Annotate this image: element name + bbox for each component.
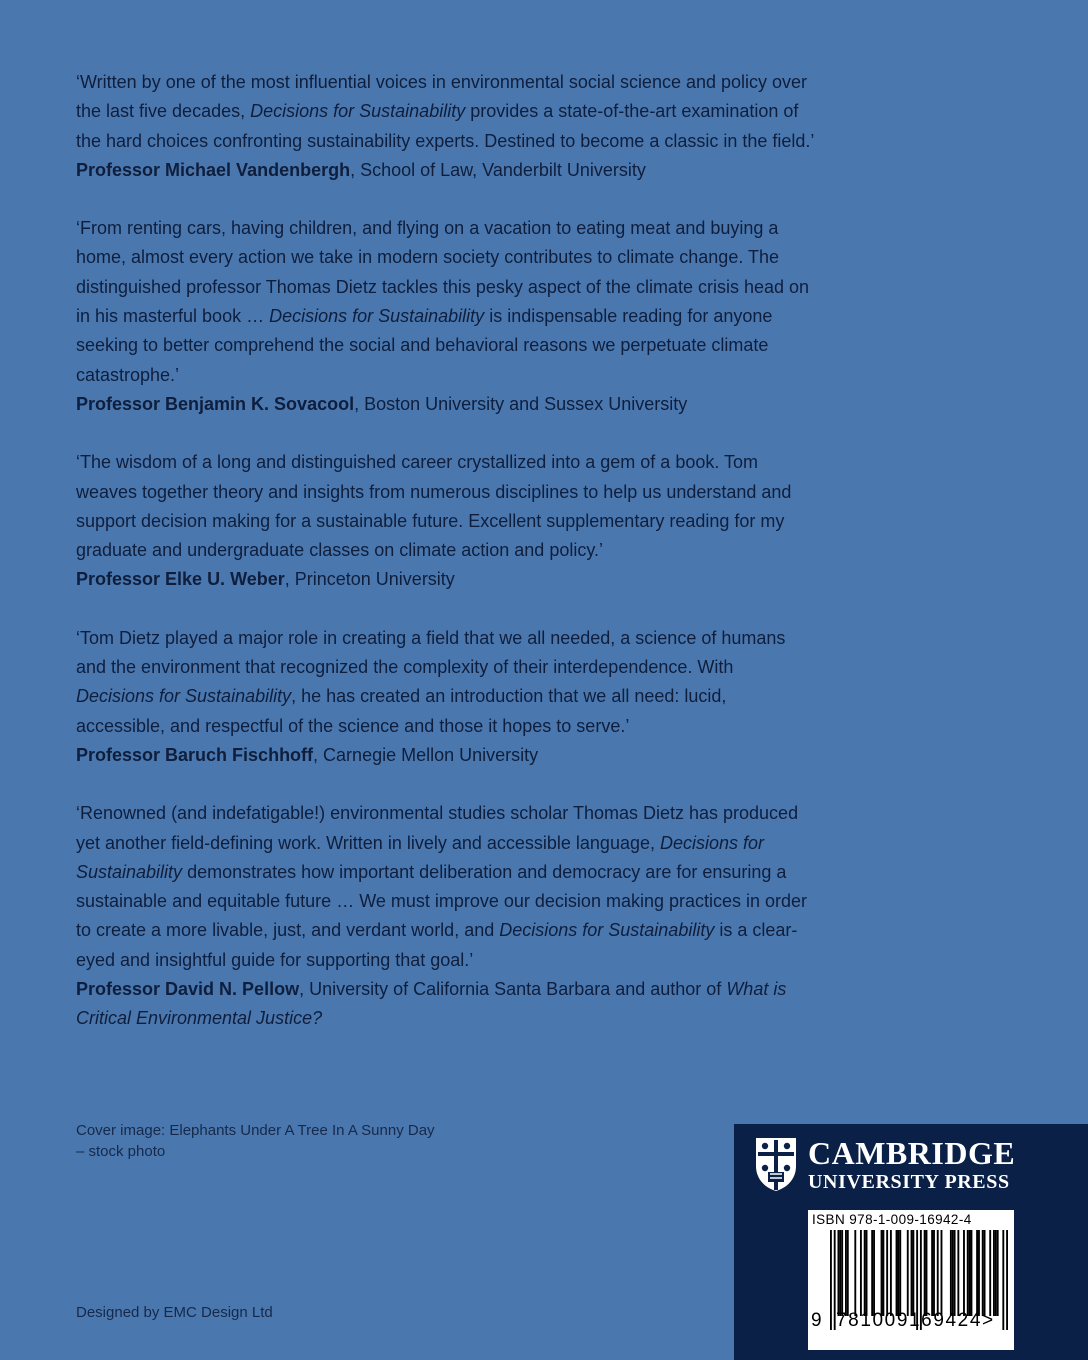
quote-text-segment: ‘The wisdom of a long and distinguished career crystallized into a gem of a book. Tom weaves together theory and insights from numerous disciplines to help us understand and support decision making for a sustainable future. Excellent supplementary reading for my graduate and undergraduate classes on climate action and policy.’ — [76, 452, 792, 561]
publisher-name-line1: CAMBRIDGE — [808, 1134, 1016, 1171]
endorsement — [76, 799, 816, 1033]
barcode-bar — [978, 1230, 980, 1316]
barcode-bar — [984, 1230, 986, 1316]
endorser-name: Professor Michael Vandenbergh — [76, 159, 351, 180]
barcode-bar — [989, 1230, 991, 1316]
barcode-bar — [933, 1230, 935, 1316]
endorser-name: Professor Benjamin K. Sovacool — [76, 393, 355, 414]
endorsement — [76, 68, 816, 185]
quote-text-segment: , he has created an introduction that we all need: lucid, accessible, and respectful of the science and those it hopes to serve.’ — [76, 686, 727, 736]
barcode-bar — [864, 1230, 866, 1316]
barcode-bar — [911, 1230, 913, 1316]
barcode-bar — [912, 1230, 914, 1316]
quote-text-segment: , Carnegie Mellon University — [313, 744, 539, 765]
barcode-bar — [830, 1230, 832, 1330]
publisher-name-line2: UNIVERSITY PRESS — [808, 1170, 1010, 1193]
endorsement-attribution — [76, 975, 816, 1034]
barcode-bar — [897, 1230, 899, 1316]
barcode-bar — [890, 1230, 892, 1316]
barcode-bar — [952, 1230, 954, 1316]
publisher-panel — [734, 1124, 1088, 1360]
cambridge-shield-icon — [754, 1136, 798, 1192]
italic-title: Decisions for Sustainability — [76, 686, 292, 707]
barcode-bar — [993, 1230, 995, 1316]
barcode-first-digit: 9 — [811, 1310, 822, 1331]
quote-text-segment: demonstrates how important deliberation and democracy are for ensuring a sustainable and equitable future … We must improve our decision making practices in order to create a more livable, just, and verdant world, and — [76, 861, 808, 941]
endorsement-attribution — [76, 565, 816, 594]
barcode-bar — [841, 1230, 843, 1316]
barcode-bar — [847, 1230, 849, 1316]
barcode-bar — [866, 1230, 868, 1316]
barcode-bar — [845, 1230, 847, 1316]
quote-text-segment: , Princeton University — [284, 569, 455, 590]
endorsement-attribution — [76, 390, 816, 419]
barcode-bar — [954, 1230, 956, 1316]
endorsement — [76, 624, 816, 770]
barcode-bar — [971, 1230, 973, 1316]
quote-text-segment: , Boston University and Sussex University — [354, 393, 688, 414]
endorser-name: Professor Elke U. Weber — [76, 569, 285, 590]
barcode-bar — [997, 1230, 999, 1316]
quote-text-segment: is indispensable reading for anyone seeking to better comprehend the social and behavioral reasons we perpetuate climate catastrophe.’ — [76, 306, 773, 385]
quote-text-segment: ‘From renting cars, having children, and flying on a vacation to eating meat and buying a home, almost every action we take in modern society contributes to climate change. The distinguished professor Thomas Dietz tackles this pesky aspect of the climate crisis head on in his masterful book … — [76, 218, 810, 327]
barcode-bar — [907, 1230, 909, 1316]
endorsement-text — [76, 799, 816, 975]
barcode-bar — [976, 1230, 978, 1316]
quote-text-segment: provides a state-of-the-art examination of the hard choices confronting sustainability experts. Destined to become a classic in the field.’ — [76, 101, 815, 151]
isbn-label: ISBN 978-1-009-16942-4 — [812, 1212, 972, 1227]
quote-text-segment: , School of Law, Vanderbilt University — [350, 159, 646, 180]
barcode-bar — [963, 1230, 965, 1316]
barcode-end-mark: > — [982, 1310, 995, 1331]
barcode-bar — [931, 1230, 933, 1316]
publisher-logo — [754, 1136, 1015, 1192]
quote-text-segment: is a clear-eyed and insightful guide for supporting that goal.’ — [76, 920, 798, 970]
italic-title: Decisions for Sustainability — [499, 920, 715, 941]
italic-title: What is Critical Environmental Justice? — [76, 979, 787, 1029]
barcode-bar — [871, 1230, 873, 1316]
barcode-bar — [881, 1230, 883, 1316]
endorsements — [76, 68, 816, 1063]
barcode-bar — [995, 1230, 997, 1316]
barcode-bar — [1006, 1230, 1008, 1330]
barcode-bar — [967, 1230, 969, 1316]
publisher-name — [808, 1134, 1016, 1193]
endorsement-attribution — [76, 741, 816, 770]
barcode-bar — [1002, 1230, 1004, 1330]
barcode-bar — [937, 1230, 939, 1316]
barcode-bar — [860, 1230, 862, 1316]
barcode-bar — [837, 1230, 839, 1316]
cover-image-credit: Cover image: Elephants Under A Tree In A Sunny Day – stock photo — [76, 1122, 435, 1160]
barcode-bar — [886, 1230, 888, 1316]
isbn-barcode — [808, 1210, 1014, 1350]
barcode-bar — [957, 1230, 959, 1316]
italic-title: Decisions for Sustainability — [269, 306, 485, 327]
endorser-name: Professor David N. Pellow — [76, 979, 300, 1000]
endorsement — [76, 214, 816, 419]
barcode-bar — [969, 1230, 971, 1316]
endorsement-text — [76, 624, 816, 741]
endorsement — [76, 448, 816, 594]
barcode-bar — [924, 1230, 926, 1316]
barcode-bar — [896, 1230, 898, 1316]
endorsement-text — [76, 448, 816, 565]
quote-text-segment: , University of California Santa Barbara and author of — [299, 979, 727, 1000]
barcode-bar — [982, 1230, 984, 1316]
endorsement-text — [76, 68, 816, 156]
barcode-bar — [926, 1230, 928, 1316]
barcode-bar — [873, 1230, 875, 1316]
barcode-bar — [882, 1230, 884, 1316]
endorsement-attribution — [76, 156, 816, 185]
quote-text-segment: ‘Written by one of the most influential voices in environmental social science and policy over the last five decades, — [76, 72, 808, 122]
barcode-digit-string: 781009169424 — [836, 1310, 983, 1331]
designer-credit: Designed by EMC Design Ltd — [76, 1304, 273, 1321]
quote-text-segment: ‘Tom Dietz played a major role in creating a field that we all needed, a science of humans and the environment that recognized the complexity of their interdependence. With — [76, 627, 786, 678]
barcode-bar — [899, 1230, 901, 1316]
endorser-name: Professor Baruch Fischhoff — [76, 744, 314, 765]
quote-text-segment: ‘Renowned (and indefatigable!) environmental studies scholar Thomas Dietz has produced yet another field-defining work. Written in lively and accessible language, — [76, 803, 799, 853]
italic-title: Decisions for Sustainability — [76, 832, 765, 882]
barcode-bar — [854, 1230, 856, 1316]
barcode-bar — [839, 1230, 841, 1316]
endorsement-text — [76, 214, 816, 390]
barcode-bar — [950, 1230, 952, 1316]
barcode-digits — [836, 1310, 995, 1332]
barcode-bar — [941, 1230, 943, 1316]
italic-title: Decisions for Sustainability — [250, 101, 466, 122]
